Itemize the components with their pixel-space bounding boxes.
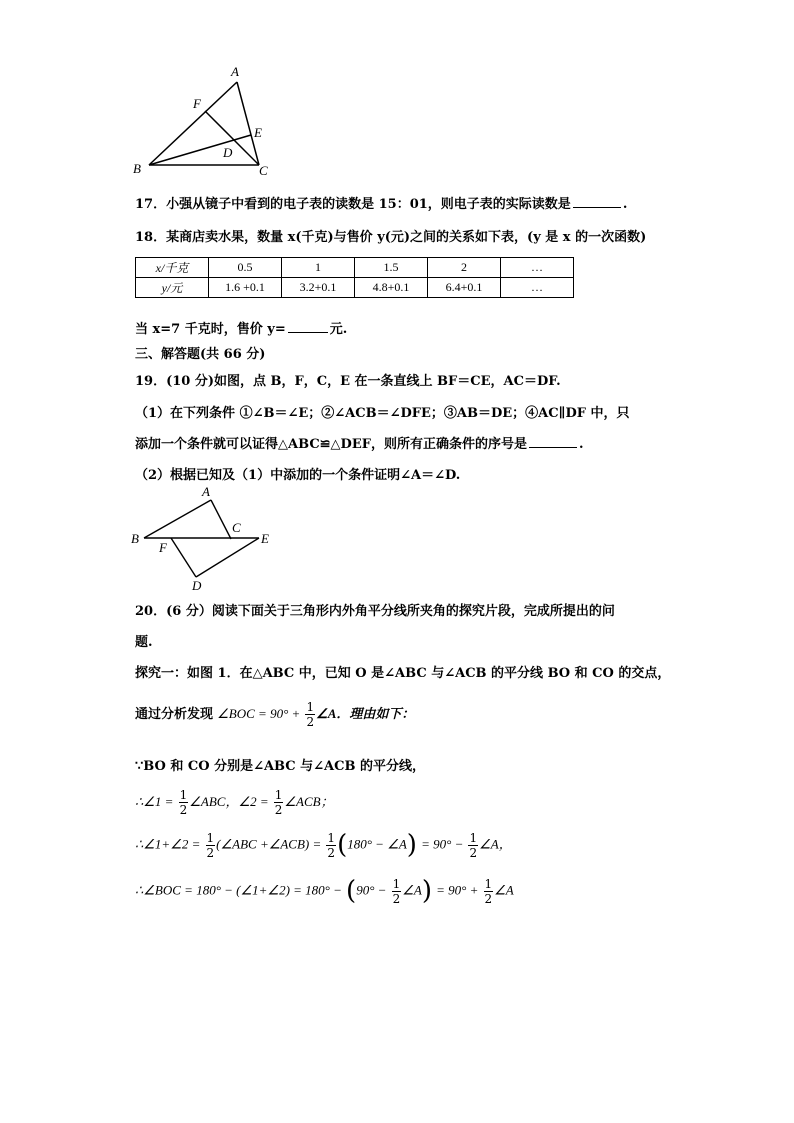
table-cell: 2 [428, 258, 501, 278]
part1-tail: . [578, 437, 584, 452]
step1-line [135, 788, 334, 817]
segment-fd [171, 538, 196, 577]
step1-a: ∴∠1 = [135, 794, 174, 809]
question-19-part2: （2）根据已知及（1）中添加的一个条件证明∠A＝∠D. [135, 468, 461, 483]
section-title: 三、解答题(共 66 分) [135, 347, 266, 362]
step3-e: ∠A [494, 882, 514, 898]
table-cell: … [501, 258, 574, 278]
step2-b: (∠ABC +∠ACB) = [216, 836, 322, 852]
table-cell: 1.5 [355, 258, 428, 278]
figure-triangle-1 [125, 62, 285, 182]
because-line: ∵BO 和 CO 分别是∠ABC 与∠ACB 的平分线， [135, 759, 425, 774]
label-d: D [192, 578, 202, 593]
question-17-text: 17．小强从镜子中看到的电子表的读数是 15：01，则电子表的实际读数是 [135, 197, 571, 212]
fraction-half: $\frac{1}{2}$ [392, 876, 401, 906]
question-17 [135, 193, 627, 212]
step2-e: ∠A， [479, 836, 512, 852]
answer-prefix: 当 x=7 千克时，售价 y= [135, 322, 286, 337]
fraction-half: $\frac{1}{2}$ [179, 788, 188, 817]
explore-one: 探究一：如图 1．在△ABC 中，已知 O 是∠ABC 与∠ACB 的平分线 BO 和 CO 的交点， [135, 666, 671, 681]
table-cell: 1.6 +0.1 [209, 278, 282, 298]
segment-ac [211, 500, 231, 539]
table-cell: 3.2+0.1 [282, 278, 355, 298]
question-19-part1-line2 [135, 433, 584, 452]
table-cell: 4.8+0.1 [355, 278, 428, 298]
label-a: A [202, 484, 210, 499]
question-19-intro: 19．(10 分)如图，点 B，F，C，E 在一条直线上 BF＝CE，AC＝DF. [135, 374, 561, 389]
table-header-y: y/元 [136, 278, 209, 298]
question-18-answer [135, 318, 347, 337]
segment-ba [144, 500, 211, 538]
answer-suffix: 元. [329, 322, 348, 337]
answer-blank-19[interactable] [529, 435, 577, 448]
table-row-y [136, 278, 574, 298]
step1-c: ∠ACB； [284, 794, 334, 809]
step3-line: ∴∠BOC = 180° − (∠1+∠2) = 180° − (90° − $\frac{1}{2}$ ∠A) = 90° + $\frac{1}{2}$ ∠A [135, 876, 514, 906]
answer-blank-17[interactable] [573, 195, 621, 208]
fraction-half: $\frac{1}{2}$ [469, 830, 478, 860]
step2-d: = 90° − [421, 836, 464, 852]
part1-text: 添加一个条件就可以证得△ABC≌△DEF，则所有正确条件的序号是 [135, 437, 527, 452]
fraction-half: $\frac{1}{2}$ [206, 830, 215, 860]
question-20-line1: 20．(6 分）阅读下面关于三角形内外角平分线所夹角的探究片段，完成所提出的问 [135, 604, 615, 619]
label-c: C [232, 520, 241, 535]
table-cell: … [501, 278, 574, 298]
step3-b: 90° − [356, 882, 387, 898]
fraction-half: $\frac{1}{2}$ [484, 876, 493, 906]
step3-c: ∠A [402, 882, 422, 898]
fraction-half: $\frac{1}{2}$ [306, 700, 315, 729]
label-b: B [133, 161, 141, 176]
step2-a: ∴∠1+∠2 = [135, 836, 201, 852]
figure-triangles-2 [128, 482, 288, 594]
label-e: E [254, 125, 262, 140]
function-table [135, 257, 574, 298]
found-tail: ∠A．理由如下： [316, 706, 415, 721]
found-line [135, 700, 414, 729]
label-a: A [231, 64, 239, 79]
table-cell: 0.5 [209, 258, 282, 278]
segment-de [196, 538, 259, 577]
question-19-part1-line1: （1）在下列条件 ①∠B＝∠E；②∠ACB＝∠DFE；③AB＝DE；④AC∥DF 中，只 [135, 406, 630, 421]
table-cell: 1 [282, 258, 355, 278]
label-d: D [223, 145, 233, 160]
found-prefix: 通过分析发现 [135, 707, 214, 722]
table-cell: 6.4+0.1 [428, 278, 501, 298]
step3-d: = 90° + [436, 882, 479, 898]
label-e: E [261, 531, 269, 546]
found-expr: ∠BOC = 90° + [217, 706, 301, 721]
fraction-half: $\frac{1}{2}$ [327, 830, 336, 860]
label-c: C [259, 163, 268, 178]
label-b: B [131, 531, 139, 546]
question-17-tail: . [622, 197, 628, 212]
step3-a: ∴∠BOC = 180° − (∠1+∠2) = 180° − [135, 882, 342, 898]
label-f: F [159, 540, 167, 555]
table-header-x: x/千克 [136, 258, 209, 278]
segment-ac [237, 82, 259, 165]
fraction-half: $\frac{1}{2}$ [274, 788, 283, 817]
answer-blank-18[interactable] [288, 320, 328, 333]
step1-b: ∠ABC，∠2 = [189, 794, 269, 809]
table-row-x [136, 258, 574, 278]
question-20-line2: 题. [135, 635, 153, 650]
step2-line: ∴∠1+∠2 = $\frac{1}{2}$ (∠ABC +∠ACB) = $\frac{1}{2}$ (180° − ∠A) = 90° − $\frac{1}{2}$ ∠A， [135, 830, 512, 860]
label-f: F [193, 96, 201, 111]
question-18: 18．某商店卖水果，数量 x(千克)与售价 y(元)之间的关系如下表，(y 是 x 的一次函数) [135, 230, 647, 245]
step2-c: 180° − ∠A [347, 836, 407, 852]
